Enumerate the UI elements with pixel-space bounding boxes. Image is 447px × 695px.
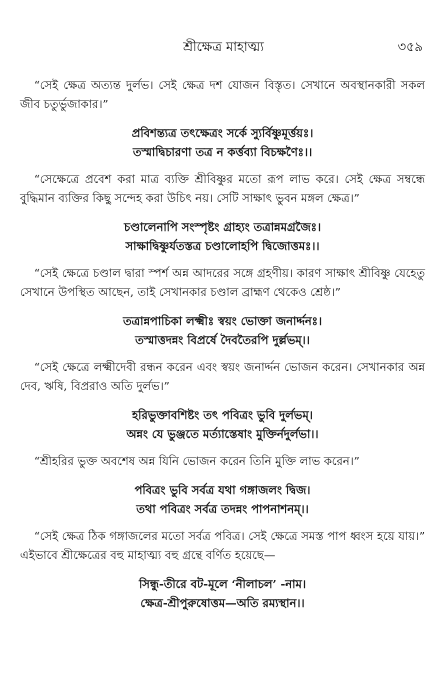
- verse-line: তস্মাদ্বিচারণা তত্র ন কর্ত্তব্যা বিচক্ষণৈঃ।।: [132, 145, 313, 159]
- verse-line: তথা পবিত্রং সর্বত্র তদন্নং পাপনাশনম্।।: [136, 502, 309, 516]
- verse-line: ক্ষেত্র-শ্রীপুরুষোত্তম—অতি রম্যস্থান।।: [140, 596, 305, 610]
- page-body: [20, 76, 425, 621]
- page-number: ৩৫৯: [397, 40, 423, 55]
- verse-line: সিন্ধু-তীরে বট-মূলে ‘নীলাচল’ -নাম।: [139, 577, 306, 591]
- sanskrit-verse: [20, 124, 425, 162]
- prose-paragraph: “শ্রীহরির ভুক্ত অবশেষ অন্ন যিনি ভোজন করেন তিনি মুক্তি লাভ করেন।”: [34, 454, 360, 468]
- verse-line: সাক্ষাদ্বিষ্ণুর্যতস্তত্র চণ্ডালোহপি দ্বিজোত্তমঃ।।: [125, 239, 320, 253]
- verse-line: চণ্ডালেনাপি সংস্পৃষ্টং গ্রাহ্যং তত্রান্নমগ্রজৈঃ।: [124, 220, 321, 234]
- verse-line: তত্রান্নপাচিকা লক্ষ্মীঃ স্বয়ং ভোক্তা জনার্দ্দনঃ।: [123, 314, 322, 328]
- verse-line: তস্মাত্তদন্নং বিপ্রর্ষে দৈবতৈরপি দুর্ল্লভম্।।: [135, 333, 310, 347]
- running-header: [20, 38, 427, 58]
- prose-paragraph: “সেই ক্ষেত্র ঠিক গঙ্গাজলের মতো সর্বত্র পবিত্র। সেই ক্ষেত্রে সমস্ত পাপ ধ্বংস হয়ে যায়।” এইভাবে শ্রীক্ষেত্রের বহু মাহাত্ম্য বহু গ্রন্থে বর্ণিত হয়েছে—: [20, 529, 425, 562]
- running-title: শ্রীক্ষেত্র মাহাত্ম্য: [183, 40, 264, 55]
- bengali-couplet: [20, 575, 425, 613]
- prose-paragraph: “সেই ক্ষেত্র অত্যন্ত দুর্লভ। সেই ক্ষেত্র দশ যোজন বিস্তৃত। সেখানে অবস্থানকারী সকল জীব চতুর্ভুজাকার।”: [20, 78, 425, 111]
- verse-line: প্রবিশন্ত্যত্র তৎক্ষেত্রং সর্কে স্যুর্বিষ্ণুমূর্ত্তয়ঃ।: [131, 126, 314, 140]
- verse-line: পবিত্রং ভুবি সর্বত্র যথা গঙ্গাজলং দ্বিজ।: [134, 483, 311, 497]
- prose-paragraph: “সেক্ষেত্রে প্রবেশ করা মাত্র ব্যক্তি শ্রীবিষ্ণুর মতো রূপ লাভ করে। সেই ক্ষেত্র সম্বন্ধে বুদ্ধিমান ব্যক্তির কিছু সন্দেহ করা উচিৎ নয়। সেটি সাক্ষাৎ ভুবন মঙ্গল ক্ষেত্র।”: [20, 172, 425, 205]
- sanskrit-verse: [20, 406, 425, 444]
- verse-line: অন্নং যে ভুঞ্জতে মর্ত্যাস্তেষাং মুক্তির্নদুর্লভা।।: [126, 427, 319, 441]
- prose-paragraph: “সেই ক্ষেত্রে লক্ষ্মীদেবী রন্ধন করেন এবং স্বয়ং জনার্দ্দন ভোজন করেন। সেখানকার অন্ন দেব, ঋষি, বিপ্ররাও অতি দুর্লভ।”: [20, 360, 425, 393]
- verse-line: হরিভুক্তাবশিষ্টং তৎ পবিত্রং ভুবি দুর্লভম্।: [132, 408, 313, 422]
- prose-paragraph: “সেই ক্ষেত্রে চণ্ডাল দ্বারা স্পর্শ অন্ন আদরের সঙ্গে গ্রহণীয়। কারণ সাক্ষাৎ শ্রীবিষ্ণু যেহেতু সেখানে উপস্থিত আছেন, তাই সেখানকার চণ্ডাল ব্রাহ্মণ থেকেও শ্রেষ্ঠ।”: [20, 266, 425, 299]
- sanskrit-verse: [20, 481, 425, 519]
- sanskrit-verse: [20, 312, 425, 350]
- sanskrit-verse: [20, 218, 425, 256]
